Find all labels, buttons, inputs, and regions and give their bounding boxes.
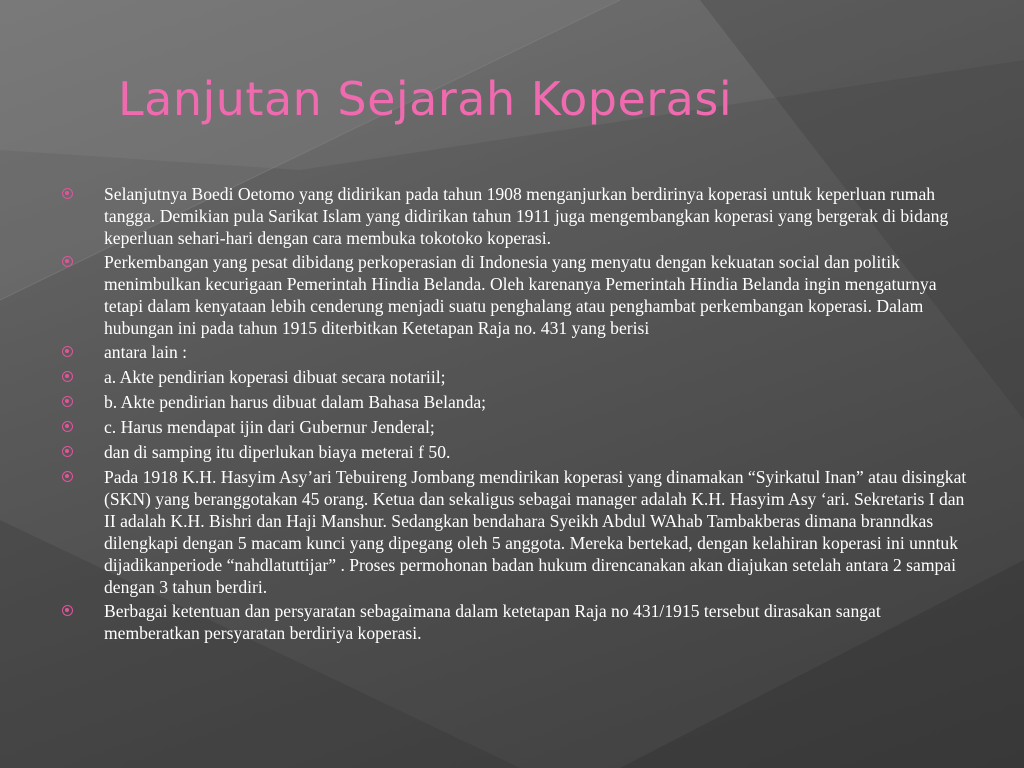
list-item — [62, 466, 967, 598]
slide-title: Lanjutan Sejarah Koperasi — [118, 72, 733, 126]
list-item — [62, 366, 967, 388]
circle-dot-icon — [62, 605, 73, 616]
circle-dot-icon — [62, 471, 73, 482]
bullet-text: Pada 1918 K.H. Hasyim Asy’ari Tebuireng Jombang mendirikan koperasi yang dinamakan “Syirkatul Inan” atau disingkat (SKN) yang beranggotakan 45 orang. Ketua dan sekaligus sebagai manager adalah K.H. Hasyim Asy ‘ari. Sekretaris I dan II adalah K.H. Bishri dan Haji Manshur. Sedangkan bendahara Syeikh Abdul WAhab Tambakberas dimana branndkas dilengkapi dengan 5 macam kunci yang dipegang oleh 5 anggota. Mereka bertekad, dengan kelahiran koperasi ini unntuk dijadikanperiode “nahdlatuttijar” . Proses permohonan badan hukum direncanakan akan diajukan setelah antara 2 sampai dengan 3 tahun berdiri. — [104, 467, 967, 597]
bullet-text: a. Akte pendirian koperasi dibuat secara notariil; — [104, 367, 446, 387]
bullet-text: Selanjutnya Boedi Oetomo yang didirikan pada tahun 1908 menganjurkan berdirinya koperasi untuk keperluan rumah tangga. Demikian pula Sarikat Islam yang didirikan tahun 1911 juga mengembangkan koperasi yang bergerak di bidang keperluan sehari-hari dengan cara membuka tokotoko koperasi. — [104, 184, 949, 248]
circle-dot-icon — [62, 446, 73, 457]
list-item — [62, 251, 967, 339]
circle-dot-icon — [62, 346, 73, 357]
circle-dot-icon — [62, 371, 73, 382]
list-item — [62, 600, 967, 644]
list-item — [62, 441, 967, 463]
bullet-text: Berbagai ketentuan dan persyaratan sebagaimana dalam ketetapan Raja no 431/1915 tersebut dirasakan sangat memberatkan persyaratan berdiriya koperasi. — [104, 601, 881, 643]
bullet-text: Perkembangan yang pesat dibidang perkoperasian di Indonesia yang menyatu dengan kekuatan social dan politik menimbulkan kecurigaan Pemerintah Hindia Belanda. Oleh karenanya Pemerintah Hindia Belanda ingin mengaturnya tetapi dalam kenyataan lebih cenderung menjadi suatu penghalang atau penghambat perkembangan koperasi. Dalam hubungan ini pada tahun 1915 diterbitkan Ketetapan Raja no. 431 yang berisi — [104, 252, 937, 338]
circle-dot-icon — [62, 396, 73, 407]
circle-dot-icon — [62, 256, 73, 267]
bullet-text: c. Harus mendapat ijin dari Gubernur Jenderal; — [104, 417, 435, 437]
list-item — [62, 391, 967, 413]
bullet-text: b. Akte pendirian harus dibuat dalam Bahasa Belanda; — [104, 392, 487, 412]
circle-dot-icon — [62, 421, 73, 432]
circle-dot-icon — [62, 188, 73, 199]
list-item — [62, 341, 967, 363]
bullet-list — [62, 183, 967, 646]
bullet-text: dan di samping itu diperlukan biaya meterai f 50. — [104, 442, 451, 462]
bullet-text: antara lain : — [104, 342, 188, 362]
list-item — [62, 416, 967, 438]
list-item — [62, 183, 967, 249]
